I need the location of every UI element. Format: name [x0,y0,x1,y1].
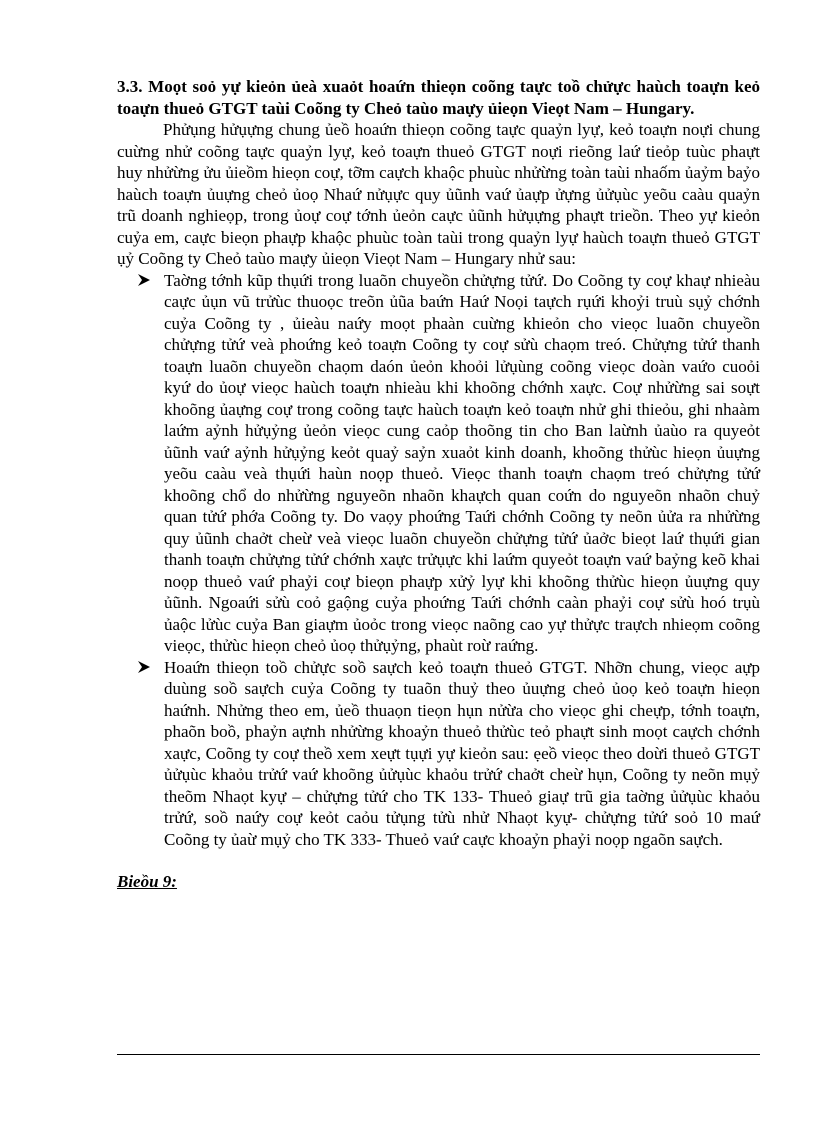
arrowhead-bullet-icon [137,270,155,291]
section-heading: 3.3. Moọt soỏ yự kieỏn ủeà xuaỏt hoaứn thieọn coõng taực toồ chửực haùch toaựn keỏ toaựn thueỏ GTGT taùi Coõng ty Cheỏ taùo maựy ủieọn Vieọt Nam – Hungary. [117,77,760,118]
bullet-text: Taờng tớnh kũp thụứi trong luaõn chuyeồn chửựng tửứ. Do Coõng ty coự khaự nhieàu caực ủụn vũ trửùc thuoọc treõn ủũa baứn Haứ Noọi taựch rụứi khoỷi truù sụỷ chớnh cuỷa Coõng ty , ủieàu naứy moọt phaàn cuừng khieỏn cho vieọc luaõn chuyeồn chửựng tửứ veà phoứng keỏ toaựn Coõng ty coự sửù chaọm treó. Chửựng tửứ thanh toaựn luaõn chuyeồn chaọm daón ủeỏn khoỏi lửụùng coõng vieọc doàn vaứo cuoỏi kyứ do ủoự vieọc haùch toaựn nhieàu khi khoõng chớnh xaực. Coự nhửừng sai soựt khoõng ủaựng coự trong coõng taực haùch toaựn keỏ toaựn nhử ghi thieỏu, ghi nhaàm laứm aỷnh hửụỷng ủeỏn vieọc cung caỏp thoõng tin cho Ban laừnh ủaùo ra quyeỏt ủũnh vaứ aỷnh hửụỷng keỏt quaỷ saỷn xuaỏt kinh doanh, khoõng thửùc hieọn ủuựng yeõu caàu veà thụứi haùn noọp thueỏ. Vieọc thanh toaựn chaọm treó chửựng tửứ khoõng chổ do nhửừng nguyeõn nhaõn khaựch quan coứn do nguyeõn nhaõn chuỷ quan tửứ phớa Coõng ty. Do vaọy phoứng Taứi chớnh Coõng ty neõn ủửa ra nhửừng quy ủũnh chaởt cheừ veà vieọc luaõn chuyeồn chửựng tửứ ủaởc bieọt laứ thụứi gian thanh toaựn chửựng tửứ chớnh xaực trửụực khi laứm quyeỏt toaựn vaứ baỷng keõ khai noọp thueỏ vaứ phaỷi coự bieọn phaựp xửỷ lyự khi khoõng thửùc hieọn ủuựng quy ủũnh. Ngoaứi sửù coỏ gaộng cuỷa phoứng Taứi chớnh caàn phaỷi coự sửù hoó trụù ủaộc lửùc cuỷa Ban giaựm ủoỏc trong vieọc naõng cao yự thửực traựch nhieọm coõng vieọc, thửùc hieọn cheỏ ủoọ thửụỷng, phaùt roừ raứng. [164,270,760,655]
bullet-list [117,270,760,851]
bottom-divider [117,1054,760,1055]
bullet-text: Hoaứn thieọn toồ chửực soồ saựch keỏ toaựn thueỏ GTGT. Nhỡn chung, vieọc aựp duùng soồ saựch cuỷa Coõng ty tuaõn thuỷ theo ủuựng cheỏ ủoọ keỏ toaựn hieọn haứnh. Nhửng theo em, ủeồ thuaọn tieọn hụn nửừa cho vieọc ghi cheựp, tớnh toaựn, phaõn boồ, phaỷn aựnh nhửừng khoaỷn thueỏ thửùc teỏ phaựt sinh moọt caựch chớnh xaực, Coõng ty coự theồ xem xeựt tụựi yự kieỏn sau: ẹeồ vieọc theo doừi thueỏ GTGT ủửụùc khaỏu trửứ vaứ khoõng ủửụùc khaỏu trửứ chaởt cheừ hụn, Coõng ty neõn mụỷ theõm Nhaọt kyự – chửựng tửứ cho TK 133- Thueỏ giaự trũ gia taờng ủửụùc khaỏu trửứ, soồ naứy coự keỏt caỏu tửụng tửù nhử Nhaọt kyự- chửựng tửứ soỏ 10 maứ Coõng ty ủaừ mụỷ cho TK 333- Thueỏ vaứ caực khoaỷn phaỷi noọp ngaõn saựch. [164,657,760,849]
bullet-item [117,270,760,657]
intro-paragraph: Phửụng hửụựng chung ủeồ hoaứn thieọn coõng taực quaỷn lyự, keỏ toaựn noựi chung cuừng nhử coõng taực quaỷn lyự, keỏ toaựn thueỏ GTGT noựi rieõng laứ tieỏp tuùc phaựt huy nhửừng ửu ủieồm hieọn coự, tỡm caựch khaộc phuùc nhửừng toàn taùi nhaốm ủaỷm baỷo haùch toaựn ủuựng cheỏ ủoọ Nhaứ nửụực quy ủũnh vaứ ủaựp ửựng ủửụùc yeõu caàu quaỷn trũ doanh nghieọp, trong ủoự coự tớnh ủeỏn caực ủũnh hửụựng phaựt trieồn. Theo yự kieỏn cuỷa em, caực bieọn phaựp khaộc phuùc toàn taùi trong quaỷn lyự haùch toaựn thueỏ GTGT ụỷ Coõng ty Cheỏ taùo maựy ủieọn Vieọt Nam – Hungary nhử sau: [117,120,760,268]
arrowhead-bullet-icon [137,657,155,678]
figure-label: Bieồu 9: [117,872,177,891]
bullet-item [117,657,760,851]
document-page [117,76,760,910]
